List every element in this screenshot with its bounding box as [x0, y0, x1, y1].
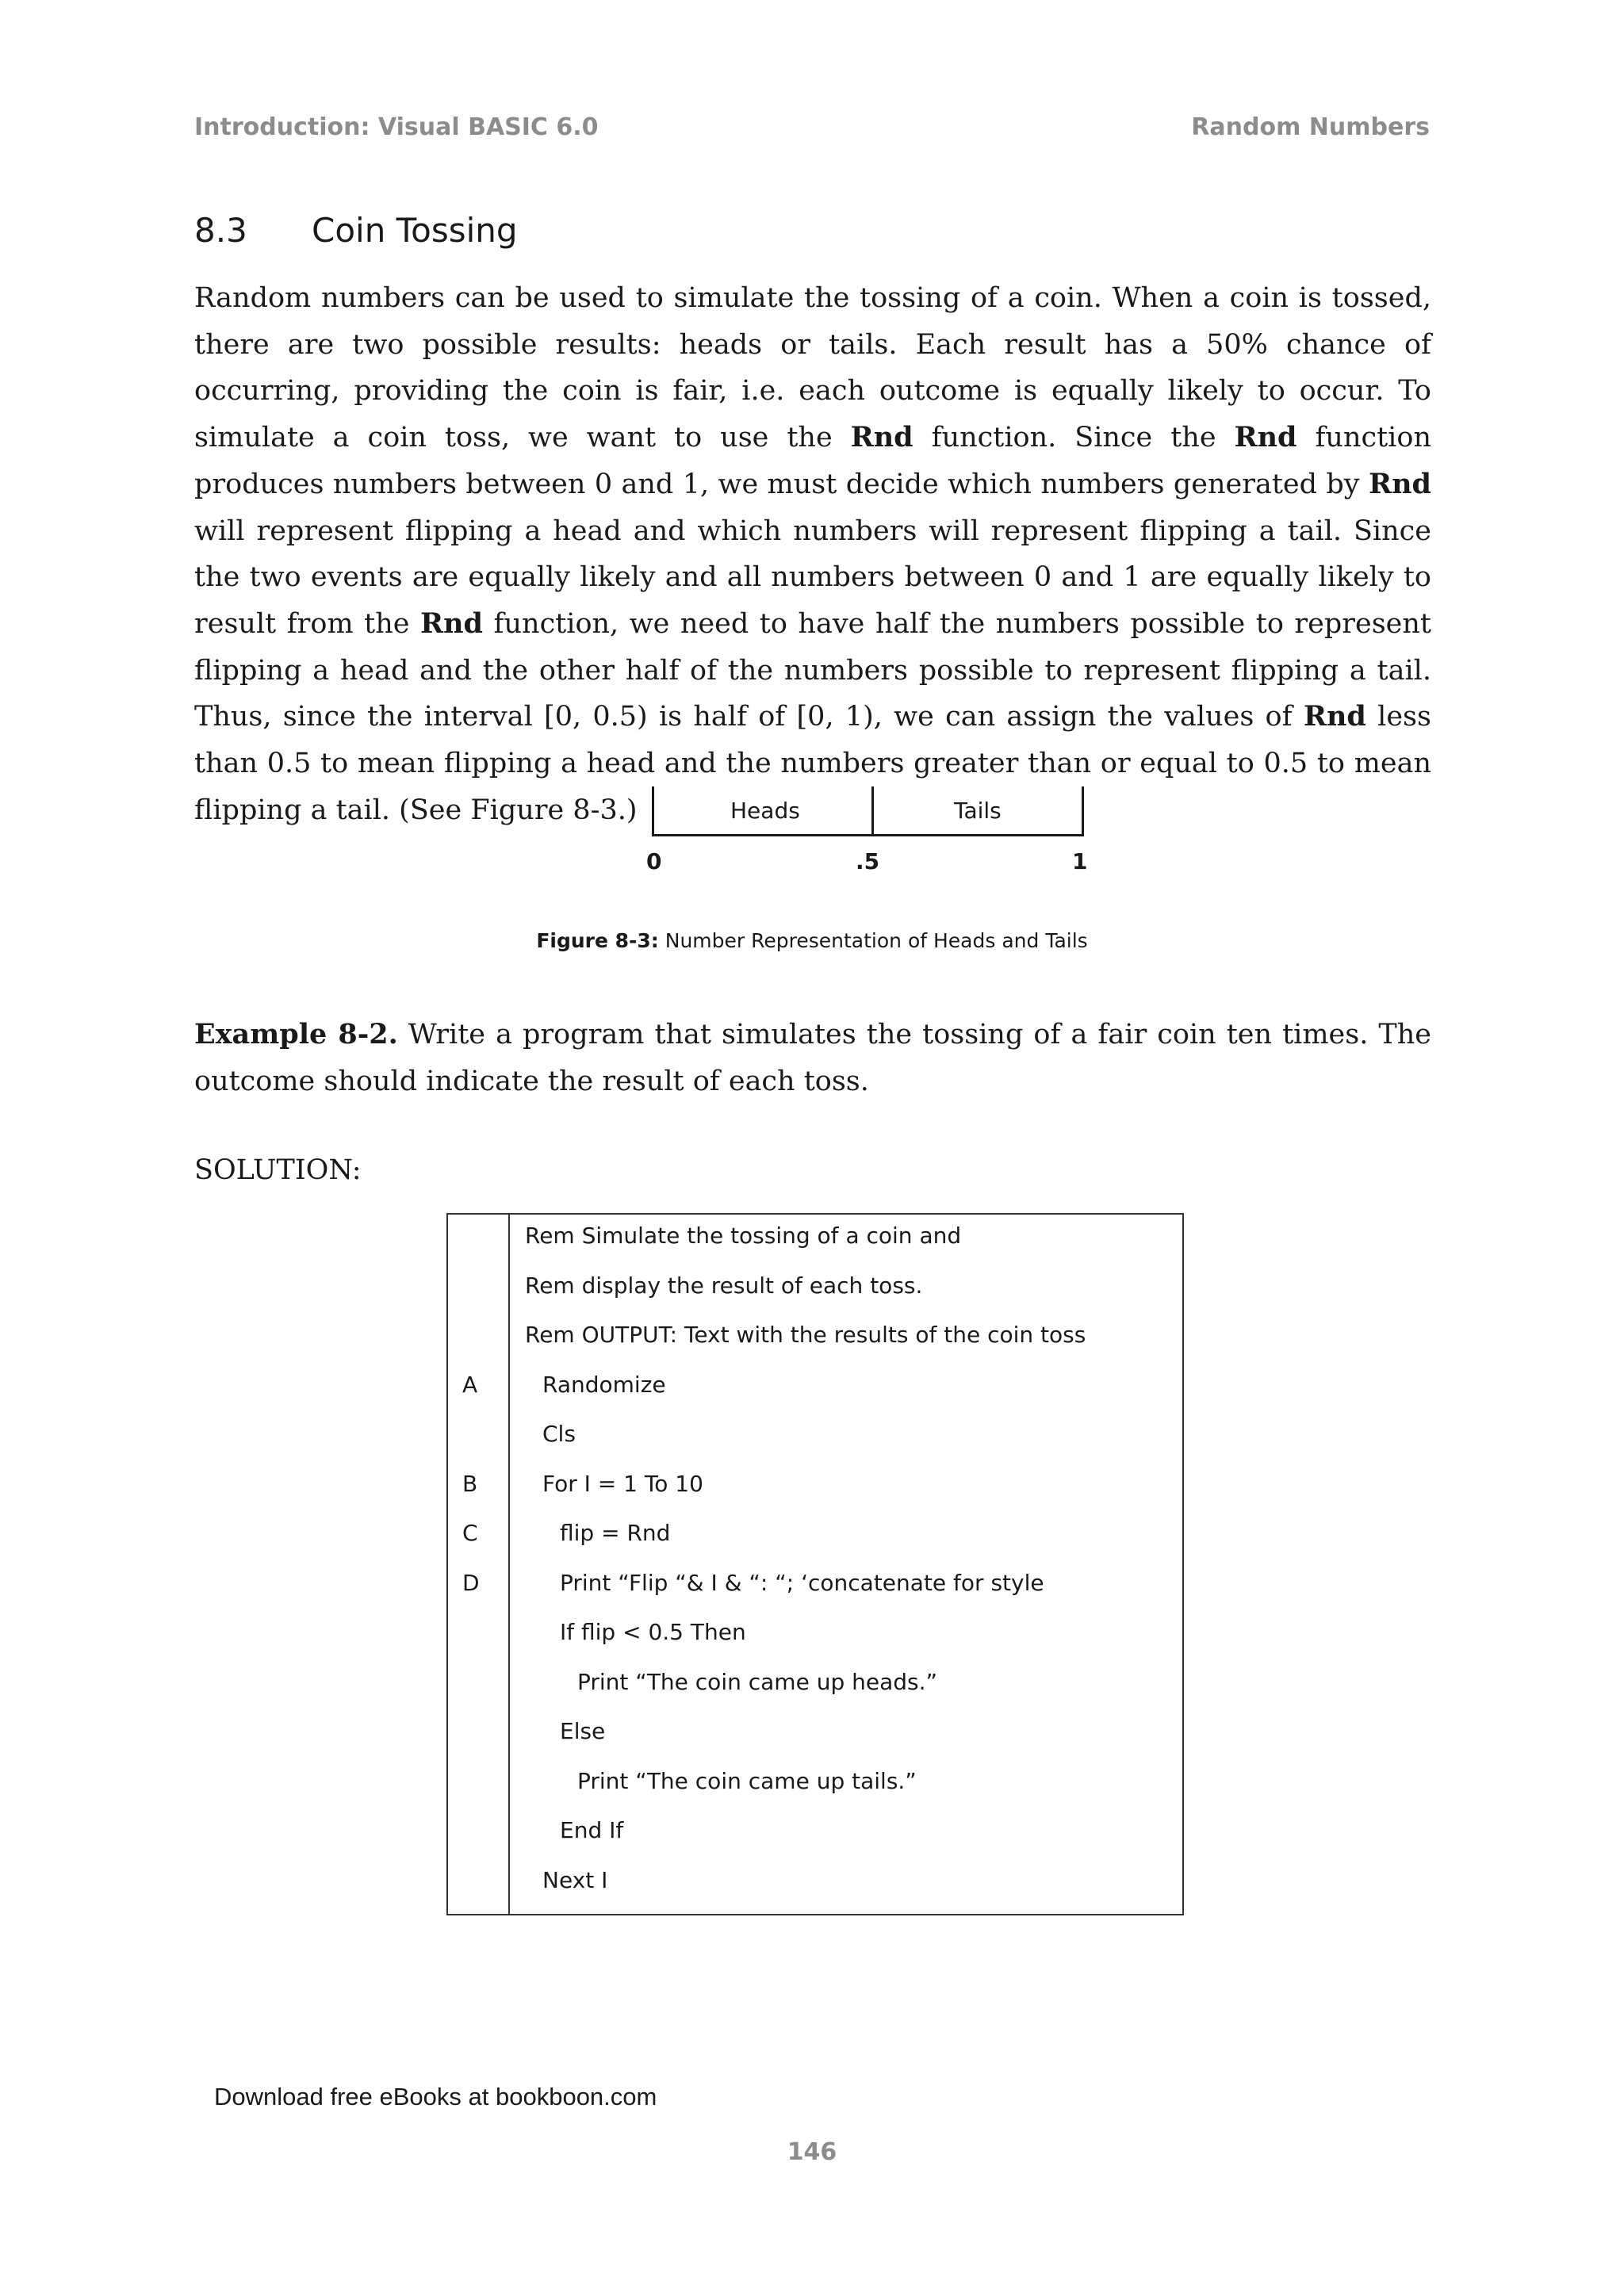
code-line-text: Print “Flip “& I & “: “; ‘concatenate for style: [560, 1569, 1044, 1596]
code-line-text: Else: [560, 1718, 606, 1744]
caption-text: Number Representation of Heads and Tails: [658, 929, 1088, 952]
rnd-keyword: Rnd: [1368, 467, 1431, 500]
caption-label: Figure 8-3:: [536, 929, 659, 952]
paragraph-text: will represent flipping a head and which numbers will represent flipping a tail. Since the two events are equally likely and all numbers between 0 and 1 are equally likely to result from the: [194, 515, 1431, 640]
code-line: [448, 1867, 1182, 1916]
example-paragraph: [194, 1012, 1431, 1104]
code-line-text: Print “The coin came up tails.”: [577, 1767, 917, 1794]
code-line: [448, 1570, 1182, 1619]
bookboon-download-link[interactable]: Download free eBooks at bookboon.com: [214, 2083, 657, 2110]
page-number: 146: [787, 2138, 837, 2166]
tick-0-line: [652, 786, 654, 836]
code-line: [448, 1372, 1182, 1421]
code-line-marker: A: [462, 1371, 478, 1398]
paragraph-text: function. Since the: [913, 422, 1235, 454]
code-line-text: Print “The coin came up heads.”: [577, 1668, 938, 1695]
section-number: 8.3: [194, 211, 247, 250]
tick-mid-line: [871, 786, 874, 836]
code-line-text: Rem Simulate the tossing of a coin and: [525, 1223, 962, 1249]
code-line-text: Next I: [542, 1866, 608, 1893]
rnd-keyword: Rnd: [420, 607, 484, 640]
paragraph-text: Random numbers can be used to simulate the tossing of a coin. When a coin is tossed, there are two possible results: heads or tails. Each result has a 50% chance of occurring, providing the coin is fair, i.e. each outcome is equally likely to occur. To simulate a coin toss, we want to use the: [194, 282, 1431, 454]
code-line-text: flip = Rnd: [560, 1520, 671, 1546]
rnd-keyword: Rnd: [1303, 700, 1366, 733]
code-line-marker: C: [462, 1520, 478, 1546]
code-line-text: Cls: [542, 1421, 576, 1447]
code-listing: [446, 1213, 1184, 1915]
code-line: [448, 1471, 1182, 1520]
code-line-text: If flip < 0.5 Then: [560, 1619, 746, 1645]
tick-mid-label: .5: [856, 848, 880, 874]
paragraph-text: function, we need to have half the numbers possible to represent flipping a head and the other half of the numbers possible to represent flipping a tail. Thus, since the interval [0, 0.5) is half of [0, 1), we can assign the values of: [194, 607, 1431, 733]
heads-label: Heads: [730, 798, 800, 824]
intro-paragraph: [194, 275, 1431, 833]
rnd-keyword: Rnd: [1234, 421, 1297, 454]
code-line: [448, 1223, 1182, 1272]
code-line: [448, 1272, 1182, 1322]
rnd-keyword: Rnd: [850, 421, 914, 454]
code-line-marker: D: [462, 1569, 480, 1596]
code-line: [448, 1520, 1182, 1569]
code-line-text: Randomize: [542, 1371, 666, 1398]
code-line: [448, 1421, 1182, 1470]
code-line: [448, 1619, 1182, 1668]
code-line-text: End If: [560, 1817, 624, 1843]
example-label: Example 8-2.: [194, 1018, 398, 1050]
code-line: [448, 1718, 1182, 1767]
code-line-marker: B: [462, 1470, 478, 1497]
code-line-text: Rem display the result of each toss.: [525, 1272, 923, 1299]
code-line: [448, 1322, 1182, 1371]
tick-1-line: [1082, 786, 1084, 836]
running-header-book-title: Introduction: Visual BASIC 6.0: [194, 113, 599, 141]
code-line-text: For I = 1 To 10: [542, 1470, 703, 1497]
code-line: [448, 1669, 1182, 1718]
paragraph-text: function produces numbers between 0 and 1, we must decide which numbers generated by: [194, 422, 1431, 500]
section-heading: [194, 211, 518, 250]
paragraph-text: less than 0.5 to mean flipping a head and the numbers greater than or equal to 0.5 to mean flipping a tail. (See Figure 8-3.): [194, 701, 1431, 826]
tick-0-label: 0: [646, 848, 662, 874]
figure-caption: [0, 929, 1624, 952]
code-line: [448, 1817, 1182, 1866]
code-line-text: Rem OUTPUT: Text with the results of the coin toss: [525, 1322, 1086, 1348]
section-title: Coin Tossing: [312, 211, 518, 250]
tails-label: Tails: [954, 798, 1002, 824]
code-line: [448, 1768, 1182, 1817]
example-text: Write a program that simulates the tossing of a fair coin ten times. The outcome should indicate the result of each toss.: [194, 1019, 1431, 1097]
number-line: [652, 834, 1084, 836]
solution-label: SOLUTION:: [194, 1154, 362, 1186]
tick-1-label: 1: [1072, 848, 1088, 874]
running-header-chapter: Random Numbers: [1191, 113, 1430, 141]
